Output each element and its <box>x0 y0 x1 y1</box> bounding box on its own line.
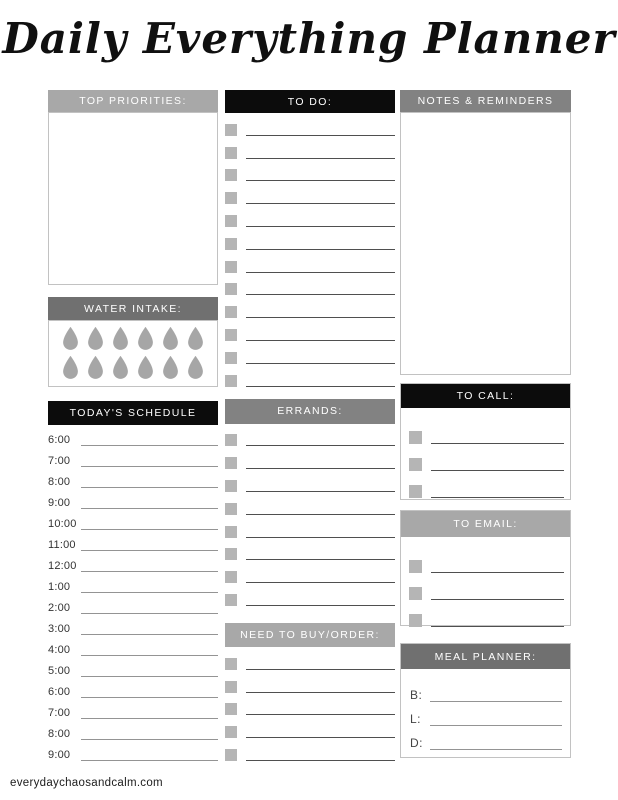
todo-writing-line <box>246 317 395 318</box>
todo-writing-line <box>246 294 395 295</box>
todo-row <box>225 318 395 341</box>
todo-row <box>225 341 395 364</box>
errands-row <box>225 583 395 606</box>
schedule-row <box>48 488 218 509</box>
water-intake-header: WATER INTAKE: <box>48 297 218 320</box>
schedule-row <box>48 698 218 719</box>
to-call-row <box>409 417 564 444</box>
schedule-time-label: 10:00 <box>48 518 77 530</box>
errands-writing-line <box>246 559 395 560</box>
buy-order-row <box>225 647 395 670</box>
water-drop-icon <box>160 326 181 352</box>
todo-writing-line <box>246 158 395 159</box>
water-drop-icon <box>160 355 181 381</box>
schedule-row <box>48 635 218 656</box>
schedule-writing-line <box>81 571 218 572</box>
checkbox-icon <box>225 169 237 181</box>
errands-list <box>225 424 395 606</box>
errands-writing-line <box>246 445 395 446</box>
water-drop-icon <box>110 355 131 381</box>
schedule-writing-line <box>81 487 218 488</box>
schedule-rows <box>48 425 218 761</box>
checkbox-icon <box>225 726 237 738</box>
checkbox-icon <box>225 329 237 341</box>
schedule-time-label: 6:00 <box>48 686 71 698</box>
todo-row <box>225 250 395 273</box>
top-priorities-box <box>48 112 218 285</box>
schedule-row <box>48 740 218 761</box>
schedule-row <box>48 425 218 446</box>
schedule-row <box>48 446 218 467</box>
checkbox-icon <box>225 238 237 250</box>
todo-writing-line <box>246 386 395 387</box>
to-email-section <box>400 510 571 626</box>
schedule-row <box>48 551 218 572</box>
buy-order-writing-line <box>246 669 395 670</box>
meal-writing-line <box>430 701 562 702</box>
buy-order-header: NEED TO BUY/ORDER: <box>225 623 395 647</box>
errands-writing-line <box>246 537 395 538</box>
checkbox-icon <box>225 457 237 469</box>
checkbox-icon <box>225 192 237 204</box>
schedule-header: TODAY'S SCHEDULE <box>48 401 218 425</box>
meal-writing-line <box>430 725 562 726</box>
checkbox-icon <box>225 571 237 583</box>
schedule-row <box>48 614 218 635</box>
checkbox-icon <box>225 434 237 446</box>
checkbox-icon <box>225 261 237 273</box>
meal-writing-line <box>430 749 562 750</box>
schedule-time-label: 8:00 <box>48 728 71 740</box>
schedule-time-label: 3:00 <box>48 623 71 635</box>
schedule-time-label: 9:00 <box>48 749 71 761</box>
errands-writing-line <box>246 605 395 606</box>
water-drop-icon <box>60 326 81 352</box>
to-email-header: TO EMAIL: <box>401 511 570 537</box>
meal-label: B: <box>410 688 423 702</box>
errands-writing-line <box>246 514 395 515</box>
buy-order-row <box>225 670 395 693</box>
errands-row <box>225 492 395 515</box>
schedule-time-label: 6:00 <box>48 434 71 446</box>
buy-order-row <box>225 693 395 716</box>
checkbox-icon <box>225 703 237 715</box>
to-call-list <box>401 408 570 498</box>
water-drop-icon <box>135 326 156 352</box>
errands-row <box>225 560 395 583</box>
schedule-row <box>48 593 218 614</box>
todo-writing-line <box>246 272 395 273</box>
checkbox-icon <box>225 749 237 761</box>
water-drop-icon <box>185 355 206 381</box>
todo-row <box>225 295 395 318</box>
schedule-writing-line <box>81 739 218 740</box>
meal-row <box>410 702 562 726</box>
to-call-section <box>400 383 571 500</box>
checkbox-icon <box>225 124 237 136</box>
schedule-writing-line <box>81 760 218 761</box>
buy-order-row <box>225 715 395 738</box>
water-drop-icon <box>85 355 106 381</box>
water-drop-icon <box>110 326 131 352</box>
website-footer: everydaychaosandcalm.com <box>10 777 163 789</box>
to-email-row <box>409 600 564 627</box>
water-drop-icon <box>185 326 206 352</box>
todo-writing-line <box>246 226 395 227</box>
top-priorities-header: TOP PRIORITIES: <box>48 90 218 112</box>
to-call-row <box>409 471 564 498</box>
checkbox-icon <box>409 560 422 573</box>
schedule-writing-line <box>81 718 218 719</box>
schedule-time-label: 12:00 <box>48 560 77 572</box>
schedule-row <box>48 509 218 530</box>
schedule-writing-line <box>81 466 218 467</box>
buy-order-writing-line <box>246 737 395 738</box>
notes-box <box>400 112 571 375</box>
errands-row <box>225 538 395 561</box>
todo-writing-line <box>246 249 395 250</box>
checkbox-icon <box>225 480 237 492</box>
schedule-writing-line <box>81 634 218 635</box>
notes-header: NOTES & REMINDERS <box>400 90 571 112</box>
to-call-header: TO CALL: <box>401 384 570 408</box>
water-drop-icon <box>85 326 106 352</box>
errands-writing-line <box>246 582 395 583</box>
left-column <box>48 90 218 761</box>
errands-row <box>225 446 395 469</box>
checkbox-icon <box>225 548 237 560</box>
todo-row <box>225 181 395 204</box>
schedule-time-label: 7:00 <box>48 455 71 467</box>
schedule-time-label: 8:00 <box>48 476 71 488</box>
middle-column <box>225 90 395 761</box>
checkbox-icon <box>225 503 237 515</box>
water-drop-icon <box>135 355 156 381</box>
checkbox-icon <box>225 526 237 538</box>
errands-row <box>225 469 395 492</box>
checkbox-icon <box>225 681 237 693</box>
todo-list <box>225 113 395 387</box>
checkbox-icon <box>225 306 237 318</box>
checkbox-icon <box>225 215 237 227</box>
todo-row <box>225 113 395 136</box>
schedule-row <box>48 719 218 740</box>
buy-order-writing-line <box>246 714 395 715</box>
schedule-writing-line <box>81 550 218 551</box>
buy-order-row <box>225 738 395 761</box>
checkbox-icon <box>225 594 237 606</box>
errands-writing-line <box>246 491 395 492</box>
checkbox-icon <box>409 431 422 444</box>
checkbox-icon <box>225 352 237 364</box>
to-email-row <box>409 573 564 600</box>
page-title: Daily Everything Planner <box>2 14 616 63</box>
buy-order-list <box>225 647 395 761</box>
schedule-time-label: 1:00 <box>48 581 71 593</box>
buy-order-writing-line <box>246 692 395 693</box>
todo-writing-line <box>246 203 395 204</box>
todo-row <box>225 159 395 182</box>
to-call-row <box>409 444 564 471</box>
schedule-row <box>48 656 218 677</box>
schedule-writing-line <box>81 676 218 677</box>
schedule-row <box>48 677 218 698</box>
schedule-row <box>48 572 218 593</box>
meal-planner-rows <box>401 669 570 750</box>
meal-label: L: <box>410 712 422 726</box>
schedule-row <box>48 530 218 551</box>
checkbox-icon <box>225 283 237 295</box>
schedule-time-label: 5:00 <box>48 665 71 677</box>
todo-row <box>225 204 395 227</box>
todo-row <box>225 227 395 250</box>
schedule-time-label: 2:00 <box>48 602 71 614</box>
todo-header: TO DO: <box>225 90 395 113</box>
to-email-row <box>409 546 564 573</box>
todo-writing-line <box>246 340 395 341</box>
checkbox-icon <box>409 614 422 627</box>
meal-row <box>410 726 562 750</box>
schedule-time-label: 4:00 <box>48 644 71 656</box>
schedule-time-label: 7:00 <box>48 707 71 719</box>
errands-writing-line <box>246 468 395 469</box>
schedule-writing-line <box>81 697 218 698</box>
meal-label: D: <box>410 736 423 750</box>
schedule-time-label: 9:00 <box>48 497 71 509</box>
schedule-row <box>48 467 218 488</box>
errands-header: ERRANDS: <box>225 399 395 424</box>
meal-planner-section <box>400 643 571 758</box>
to-email-writing-line <box>431 626 564 627</box>
meal-row <box>410 678 562 702</box>
schedule-writing-line <box>81 592 218 593</box>
schedule-writing-line <box>81 508 218 509</box>
todo-row <box>225 364 395 387</box>
to-email-list <box>401 537 570 627</box>
checkbox-icon <box>409 485 422 498</box>
todo-row <box>225 136 395 159</box>
schedule-writing-line <box>81 613 218 614</box>
schedule-time-label: 11:00 <box>48 539 76 551</box>
schedule-writing-line <box>81 445 218 446</box>
to-call-writing-line <box>431 497 564 498</box>
schedule-writing-line <box>81 529 218 530</box>
todo-writing-line <box>246 180 395 181</box>
buy-order-writing-line <box>246 760 395 761</box>
right-column <box>400 90 571 758</box>
errands-row <box>225 515 395 538</box>
checkbox-icon <box>225 375 237 387</box>
water-intake-tracker <box>48 320 218 387</box>
water-drop-icon <box>60 355 81 381</box>
todo-writing-line <box>246 363 395 364</box>
meal-planner-header: MEAL PLANNER: <box>401 644 570 669</box>
schedule-writing-line <box>81 655 218 656</box>
checkbox-icon <box>225 658 237 670</box>
checkbox-icon <box>409 458 422 471</box>
todo-row <box>225 273 395 296</box>
checkbox-icon <box>409 587 422 600</box>
checkbox-icon <box>225 147 237 159</box>
errands-row <box>225 424 395 447</box>
todo-writing-line <box>246 135 395 136</box>
